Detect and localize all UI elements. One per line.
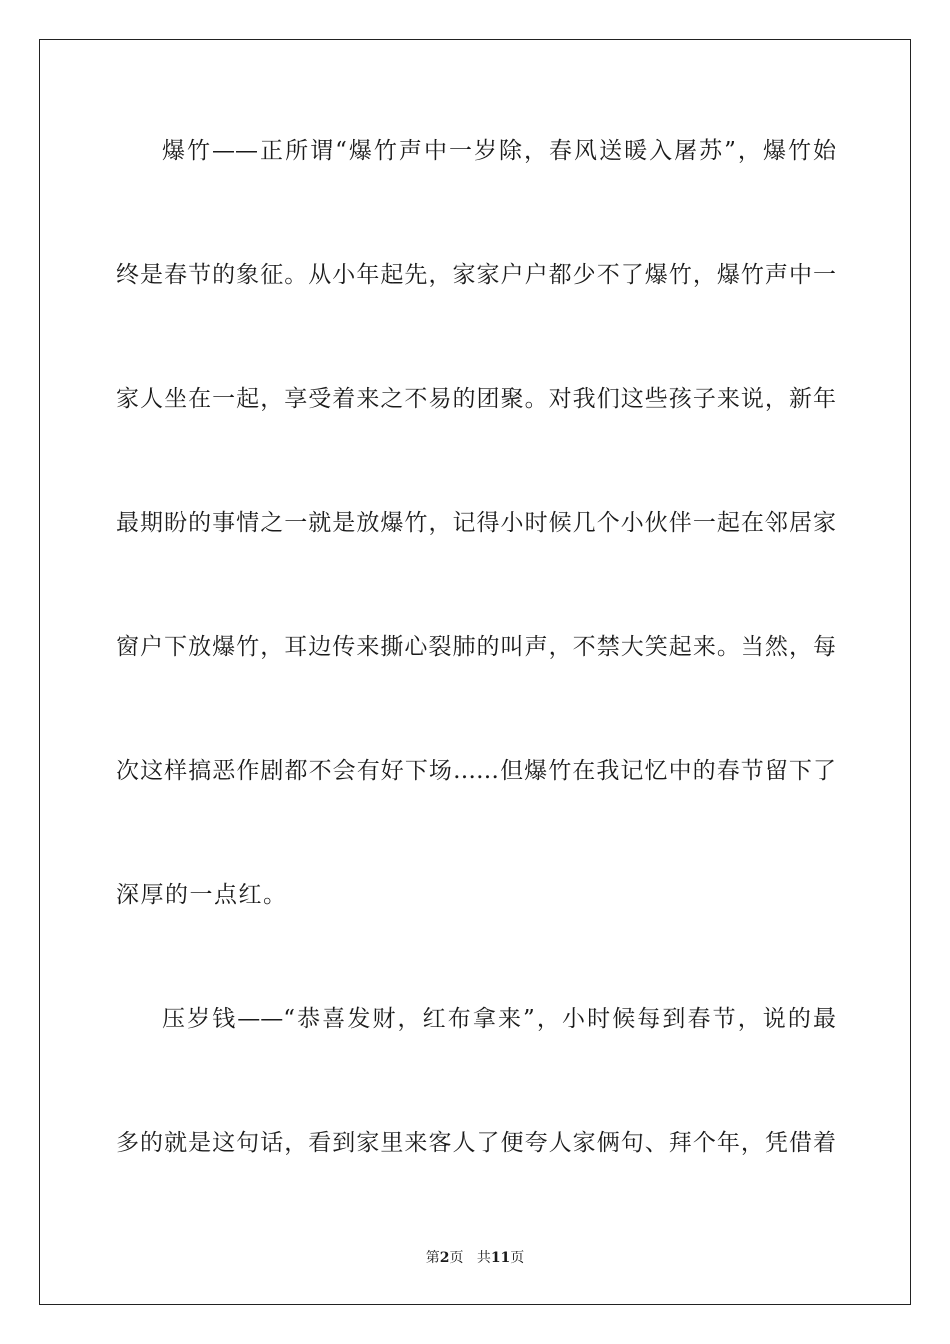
page-border	[39, 39, 911, 1305]
paragraph-1-line-3: 家人坐在一起，享受着来之不易的团聚。对我们这些孩子来说，新年	[116, 386, 836, 412]
paragraph-2-line-2: 多的就是这句话，看到家里来客人了便夸人家俩句、拜个年，凭借着	[116, 1130, 836, 1156]
footer-page-current: 2	[439, 1250, 450, 1266]
paragraph-1-line-5: 窗户下放爆竹，耳边传来撕心裂肺的叫声，不禁大笑起来。当然，每	[116, 634, 836, 660]
footer-total-prefix: 共	[476, 1250, 491, 1266]
paragraph-1-line-6: 次这样搞恶作剧都不会有好下场……但爆竹在我记忆中的春节留下了	[116, 758, 836, 784]
paragraph-2-line-1: 压岁钱——“恭喜发财，红布拿来”，小时候每到春节，说的最	[162, 1006, 836, 1032]
paragraph-1-line-4: 最期盼的事情之一就是放爆竹，记得小时候几个小伙伴一起在邻居家	[116, 510, 836, 536]
page-footer	[0, 1247, 950, 1267]
footer-page-total: 11	[490, 1250, 511, 1266]
paragraph-1-line-1: 爆竹——正所谓“爆竹声中一岁除，春风送暖入屠苏”，爆竹始	[162, 138, 836, 164]
footer-total-suffix: 页	[510, 1250, 525, 1266]
footer-page-prefix: 第	[425, 1250, 440, 1266]
paragraph-1-line-2: 终是春节的象征。从小年起先，家家户户都少不了爆竹，爆竹声中一	[116, 262, 836, 288]
paragraph-1-line-7: 深厚的一点红。	[116, 882, 288, 908]
footer-page-suffix: 页	[449, 1250, 464, 1266]
